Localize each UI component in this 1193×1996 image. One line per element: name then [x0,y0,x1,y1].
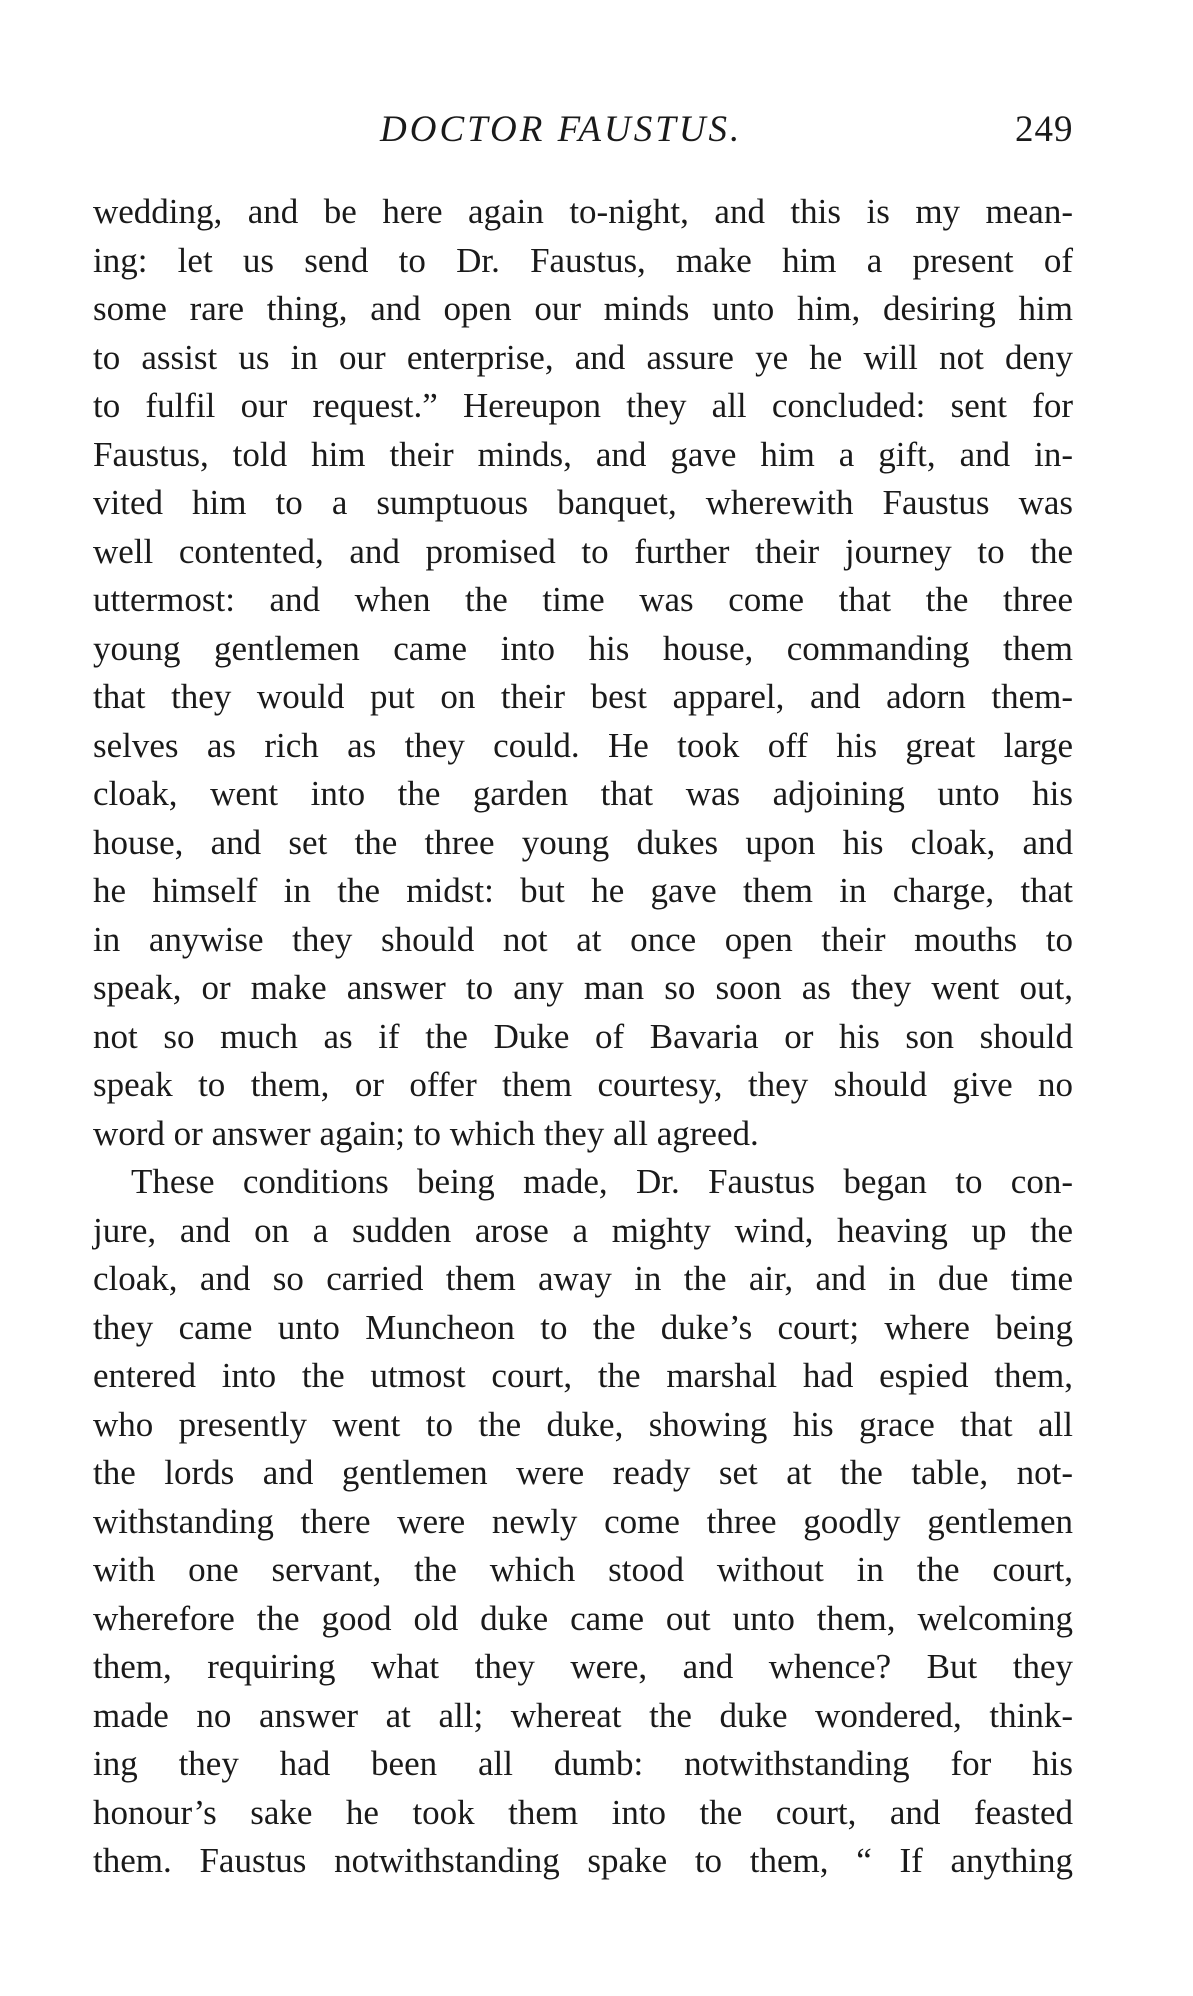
text-line: vited him to a sumptuous banquet, wherewith Faustus was [93,483,1073,522]
paragraph [93,188,1073,1158]
text-line: house, and set the three young dukes upon his cloak, and [93,822,1073,862]
text-line: young gentlemen came into his house, commanding them [93,628,1073,668]
text-line: speak, or make answer to any man so soon as they went out, [93,968,1073,1007]
text-line: some rare thing, and open our minds unto him, desiring him [93,289,1073,328]
text-line: entered into the utmost court, the marshal had espied them, [93,1356,1073,1395]
text-line: ing they had been all dumb: notwithstanding for his [93,1744,1073,1783]
text-line: uttermost: and when the time was come that the three [93,580,1073,619]
text-line: ing: let us send to Dr. Faustus, make him a present of [93,240,1073,280]
text-line: cloak, went into the garden that was adjoining unto his [93,774,1073,813]
text-line: who presently went to the duke, showing his grace that all [93,1404,1073,1444]
paragraph [93,1158,1073,1886]
text-line: in anywise they should not at once open their mouths to [93,919,1073,959]
text-line: cloak, and so carried them away in the air, and in due time [93,1259,1073,1298]
page-number: 249 [1015,109,1074,150]
text-line: them, requiring what they were, and whence? But they [93,1647,1073,1686]
body-text [93,188,1073,1886]
text-line: word or answer again; to which they all agreed. [93,1113,759,1153]
text-line: them. Faustus notwithstanding spake to them, “ If anything [93,1841,1073,1880]
text-line: to fulfil our request.” Hereupon they all concluded: sent for [93,386,1073,425]
running-head [0,108,1193,158]
text-line: withstanding there were newly come three goodly gentlemen [93,1501,1073,1541]
text-line: Faustus, told him their minds, and gave him a gift, and in- [93,434,1073,474]
text-line: wherefore the good old duke came out unto them, welcoming [93,1598,1073,1638]
text-line: the lords and gentlemen were ready set at the table, not- [93,1453,1073,1492]
text-line: honour’s sake he took them into the court, and feasted [93,1792,1073,1832]
text-line: well contented, and promised to further their journey to the [93,531,1073,571]
text-line: These conditions being made, Dr. Faustus began to con- [131,1162,1073,1201]
text-line: with one servant, the which stood without in the court, [93,1550,1073,1589]
text-line: they came unto Muncheon to the duke’s court; where being [93,1307,1073,1347]
text-line: to assist us in our enterprise, and assure ye he will not deny [93,337,1073,377]
text-line: that they would put on their best apparel, and adorn them- [93,677,1073,716]
running-title: DOCTOR FAUSTUS. [380,109,743,150]
text-line: made no answer at all; whereat the duke wondered, think- [93,1695,1073,1735]
text-line: wedding, and be here again to-night, and this is my mean- [93,192,1073,231]
text-line: he himself in the midst: but he gave them in charge, that [93,871,1073,910]
text-line: jure, and on a sudden arose a mighty wind, heaving up the [93,1210,1073,1250]
text-line: selves as rich as they could. He took off his great large [93,725,1073,765]
text-line: speak to them, or offer them courtesy, they should give no [93,1065,1073,1104]
text-line: not so much as if the Duke of Bavaria or his son should [93,1016,1073,1056]
